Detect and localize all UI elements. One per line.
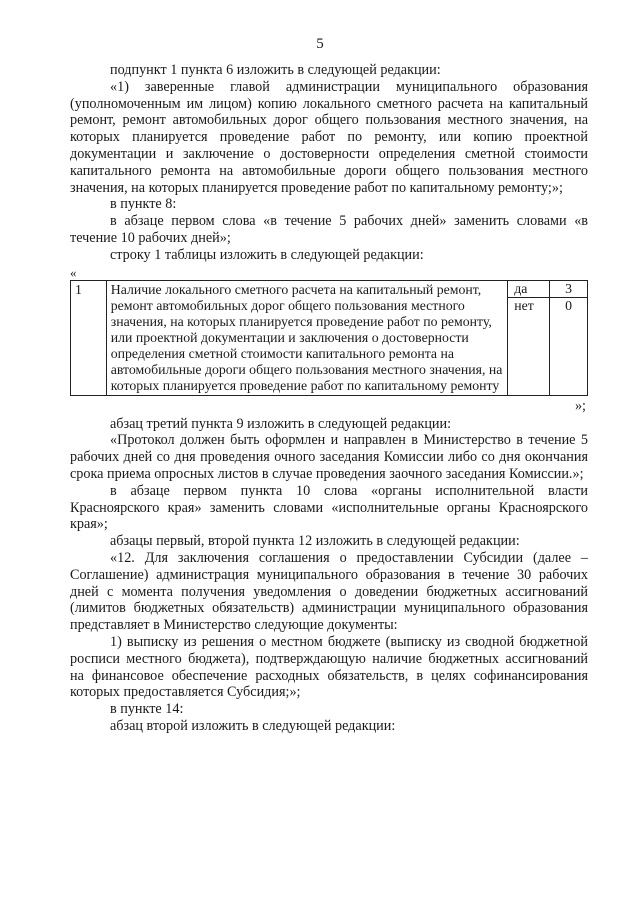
criteria-table xyxy=(70,280,588,396)
score-no: 0 xyxy=(550,297,587,314)
paragraph: в пункте 14: xyxy=(110,701,184,718)
table-close-quote: »; xyxy=(574,397,586,414)
table-row xyxy=(71,280,588,395)
paragraph: 1) выписку из решения о местном бюджете (выписку из сводной бюджетной росписи местного бюджета), подтверждающую наличие бюджетных ассигнований на финансовое обеспечение расходных обязательств, в целях софинансирования которых предоставляется Субсидия;»; xyxy=(70,633,588,701)
paragraph: абзац третий пункта 9 изложить в следующей редакции: xyxy=(110,415,452,432)
paragraph: в абзаце первом слова «в течение 5 рабочих дней» заменить словами «в течение 10 рабочих дней»; xyxy=(70,213,588,246)
row-number: 1 xyxy=(71,280,107,395)
table-open-quote: « xyxy=(70,264,77,280)
paragraph: в абзаце первом пункта 10 слова «органы исполнительной власти Красноярского края» заменить словами «исполнительные органы Красноярского края»; xyxy=(70,482,588,533)
score-yes: 3 xyxy=(565,280,573,296)
row-text: Наличие локального сметного расчета на капитальный ремонт, ремонт автомобильных дорог общего пользования местного значения, на которых планируется проведение работ по ремонту, или проектной документации и заключения о достоверности определения сметной стоимости капитального ремонта на автомобильные дороги общего пользования местного значения, на которых планируется проведение работ по капитальному ремонту xyxy=(106,280,508,395)
paragraph: «1) заверенные главой администрации муниципального образования (уполномоченным им лицом) копию локального сметного расчета на капитальный ремонт, ремонт автомобильных дорог общего пользования местного значения, на которых планируется проведение работ по ремонту, или копию проектной документации и заключение о достоверности определения сметной стоимости капитального ремонта на автомобильные дороги общего пользования местного значения, на которых планируется проведение работ по капитальному ремонту;»; xyxy=(70,78,588,196)
document-body xyxy=(70,62,588,735)
answer-cell xyxy=(508,280,550,395)
page-number: 5 xyxy=(316,36,324,52)
answer-no: нет xyxy=(508,297,549,314)
score-cell xyxy=(550,280,588,395)
paragraph: абзац второй изложить в следующей редакции: xyxy=(110,717,396,734)
paragraph: подпункт 1 пункта 6 изложить в следующей редакции: xyxy=(110,62,441,78)
paragraph: «Протокол должен быть оформлен и направлен в Министерство в течение 5 рабочих дней со дня проведения очного заседания Комиссии либо со дня окончания срока приема опросных листов в случае проведения заочного заседания Комиссии.»; xyxy=(70,432,588,482)
paragraph: в пункте 8: xyxy=(110,196,177,213)
answer-yes: да xyxy=(514,280,528,296)
paragraph: «12. Для заключения соглашения о предоставлении Субсидии (далее – Соглашение) администрация муниципального образования в течение 30 рабочих дней с момента получения уведомления о доведении бюджетных ассигнований (лимитов бюджетных обязательств) администрации муниципального образования представляет в Министерство следующие документы: xyxy=(70,549,588,634)
paragraph: абзацы первый, второй пункта 12 изложить в следующей редакции: xyxy=(110,533,520,550)
paragraph: строку 1 таблицы изложить в следующей редакции: xyxy=(110,246,424,263)
